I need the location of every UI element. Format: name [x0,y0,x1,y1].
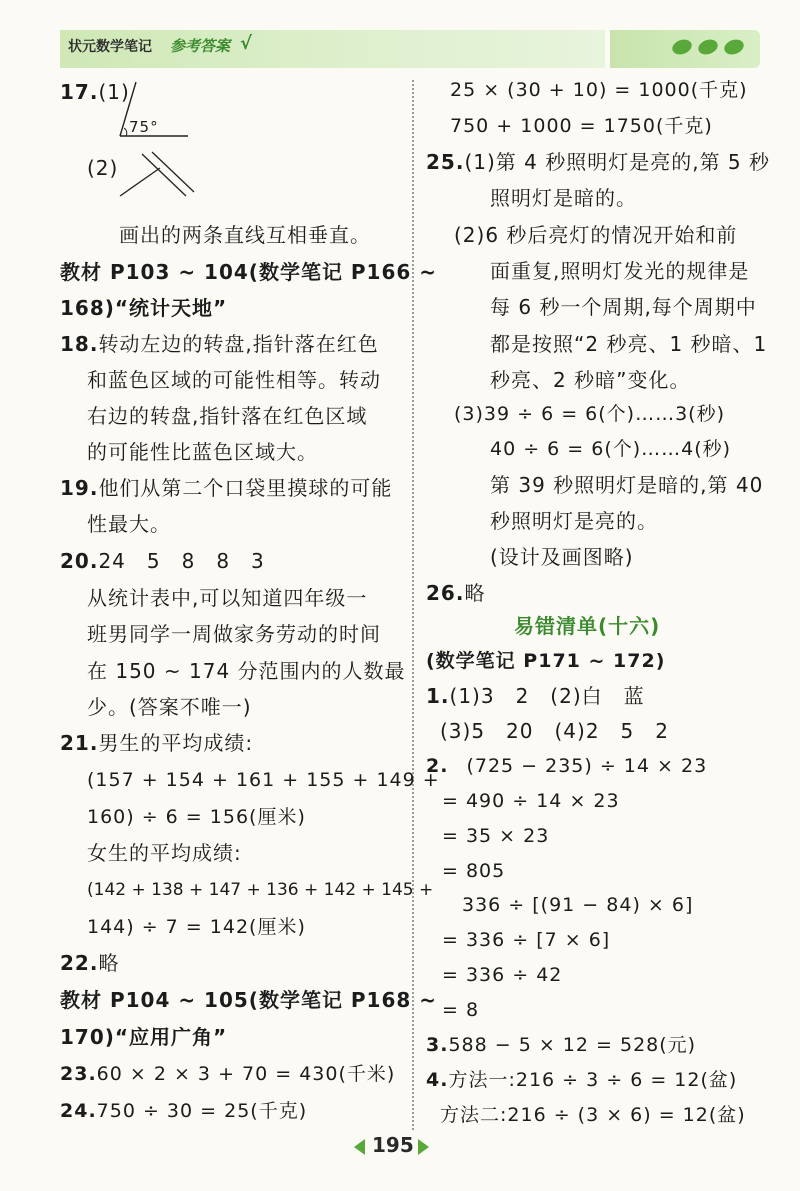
q20-line2: 从统计表中,可以知道四年级一 [87,586,368,610]
q25-line6: 都是按照“2 秒亮、1 秒暗、1 [490,332,768,356]
question-number: 1. [426,684,450,708]
section-heading-cont: 170)“应用广角” [60,1025,228,1049]
q25-line12: (设计及画图略) [490,545,634,569]
q18-line2: 和蓝色区域的可能性相等。转动 [87,368,381,392]
answer-text: (725 − 235) ÷ 14 × 23 [466,755,708,777]
question-number: 2. [426,755,449,777]
section-subtitle: 参考答案 [170,37,231,55]
q25-line4: 面重复,照明灯发光的规律是 [490,259,750,283]
next-arrow-icon [418,1139,429,1155]
q25-line9: 40 ÷ 6 = 6(个)……4(秒) [490,438,732,460]
question-number: 26. [426,581,465,605]
question-number: 25. [426,150,465,174]
q20-line3: 班男同学一周做家务劳动的时间 [87,622,381,646]
q25-line8: (3)39 ÷ 6 = 6(个)……3(秒) [454,403,726,425]
e2-line8: = 8 [442,999,480,1021]
q20-line5: 少。(答案不唯一) [87,695,252,719]
e2-line3: = 35 × 23 [442,825,550,847]
e2-line7: = 336 ÷ 42 [442,964,563,986]
e2-line1 [426,752,707,780]
e3-line [426,1031,696,1059]
q24-line [60,1097,307,1125]
question-number: 4. [426,1069,449,1091]
answer-text: 60 × 2 × 3 + 70 = 430(千米) [96,1063,396,1085]
question-number: 19. [60,476,99,500]
answer-text: 他们从第二个口袋里摸球的可能 [98,476,393,500]
q25-line10: 第 39 秒照明灯是暗的,第 40 [490,473,764,497]
q21-line1 [60,729,253,757]
section-heading: 教材 P104 ~ 105(数学笔记 P168 ~ [60,988,438,1012]
e2-line4: = 805 [442,860,506,882]
q20-line4: 在 150 ~ 174 分范围内的人数最 [87,659,406,683]
check-icon: √ [240,33,253,54]
answer-text: 24 5 8 8 3 [98,549,265,573]
q20-line1 [60,547,265,575]
q25-line3: (2)6 秒后亮灯的情况开始和前 [454,223,738,247]
answer-text: 588 − 5 × 12 = 528(元) [448,1034,697,1056]
q21-line4: 女生的平均成绩: [87,841,242,865]
q23-line [60,1060,395,1088]
e4-line2: 方法二:216 ÷ (3 × 6) = 12(盆) [440,1104,746,1126]
question-number: 24. [60,1100,97,1122]
q25-line11: 秒照明灯是亮的。 [490,509,658,533]
e1-line2: (3)5 20 (4)2 5 2 [440,719,670,743]
question-number: 18. [60,332,99,356]
e2-line5: 336 ÷ [(91 − 84) × 6] [462,894,694,916]
angle-label: 75° [129,118,159,136]
q17-part2: (2) [87,156,119,180]
prev-arrow-icon [354,1139,365,1155]
q17-part1: (1) [98,80,130,104]
question-number: 23. [60,1063,97,1085]
answer-text: 转动左边的转盘,指针落在红色 [98,332,379,356]
q19-line2: 性最大。 [87,512,171,536]
q18-line4: 的可能性比蓝色区域大。 [87,440,318,464]
q18-line3: 右边的转盘,指针落在红色区域 [87,404,368,428]
q17-text: 画出的两条直线互相垂直。 [119,223,371,247]
page-number: 195 [372,1133,414,1157]
q25-line1 [426,148,770,176]
q21-line2: (157 + 154 + 161 + 155 + 149 + [87,769,440,791]
answer-text: 略 [464,581,486,605]
e2-line2: = 490 ÷ 14 × 23 [442,790,620,812]
q25-line7: 秒亮、2 秒暗”变化。 [490,368,691,392]
e4-line1 [426,1066,737,1094]
book-title: 状元数学笔记 [68,39,152,55]
q21-line6: 144) ÷ 7 = 142(厘米) [87,916,306,938]
e2-line6: = 336 ÷ [7 × 6] [442,929,611,951]
question-number: 21. [60,731,99,755]
q21-line5: (142 + 138 + 147 + 136 + 142 + 145 + [87,880,434,900]
answer-text: 方法一:216 ÷ 3 ÷ 6 = 12(盆) [448,1069,738,1091]
answer-text: (1)第 4 秒照明灯是亮的,第 5 秒 [464,150,771,174]
q18-line1 [60,330,379,358]
section-heading-cont: 168)“统计天地” [60,296,228,320]
question-number: 22. [60,951,99,975]
section-reference: (数学笔记 P171 ~ 172) [426,650,666,672]
question-number: 3. [426,1034,449,1056]
perpendicular-lines-figure [116,150,196,198]
q24-cont-line2: 750 + 1000 = 1750(千克) [450,115,713,137]
q21-line3: 160) ÷ 6 = 156(厘米) [87,806,306,828]
q26-line [426,579,485,607]
q19-line1 [60,474,392,502]
answer-text: 略 [98,951,120,975]
column-divider [412,80,414,1130]
answer-text: 750 ÷ 30 = 25(千克) [96,1100,308,1122]
answer-text: (1)3 2 (2)白 蓝 [449,684,645,708]
q24-cont-line1: 25 × (30 + 10) = 1000(千克) [450,79,748,101]
q25-line5: 每 6 秒一个周期,每个周期中 [490,295,757,319]
q22-line [60,949,119,977]
question-number: 17. [60,80,99,104]
section-title: 易错清单(十六) [514,614,661,638]
question-number: 20. [60,549,99,573]
q25-line2: 照明灯是暗的。 [490,186,637,210]
answer-text: 男生的平均成绩: [98,731,254,755]
section-heading: 教材 P103 ~ 104(数学笔记 P166 ~ [60,260,438,284]
e1-line1 [426,682,645,710]
